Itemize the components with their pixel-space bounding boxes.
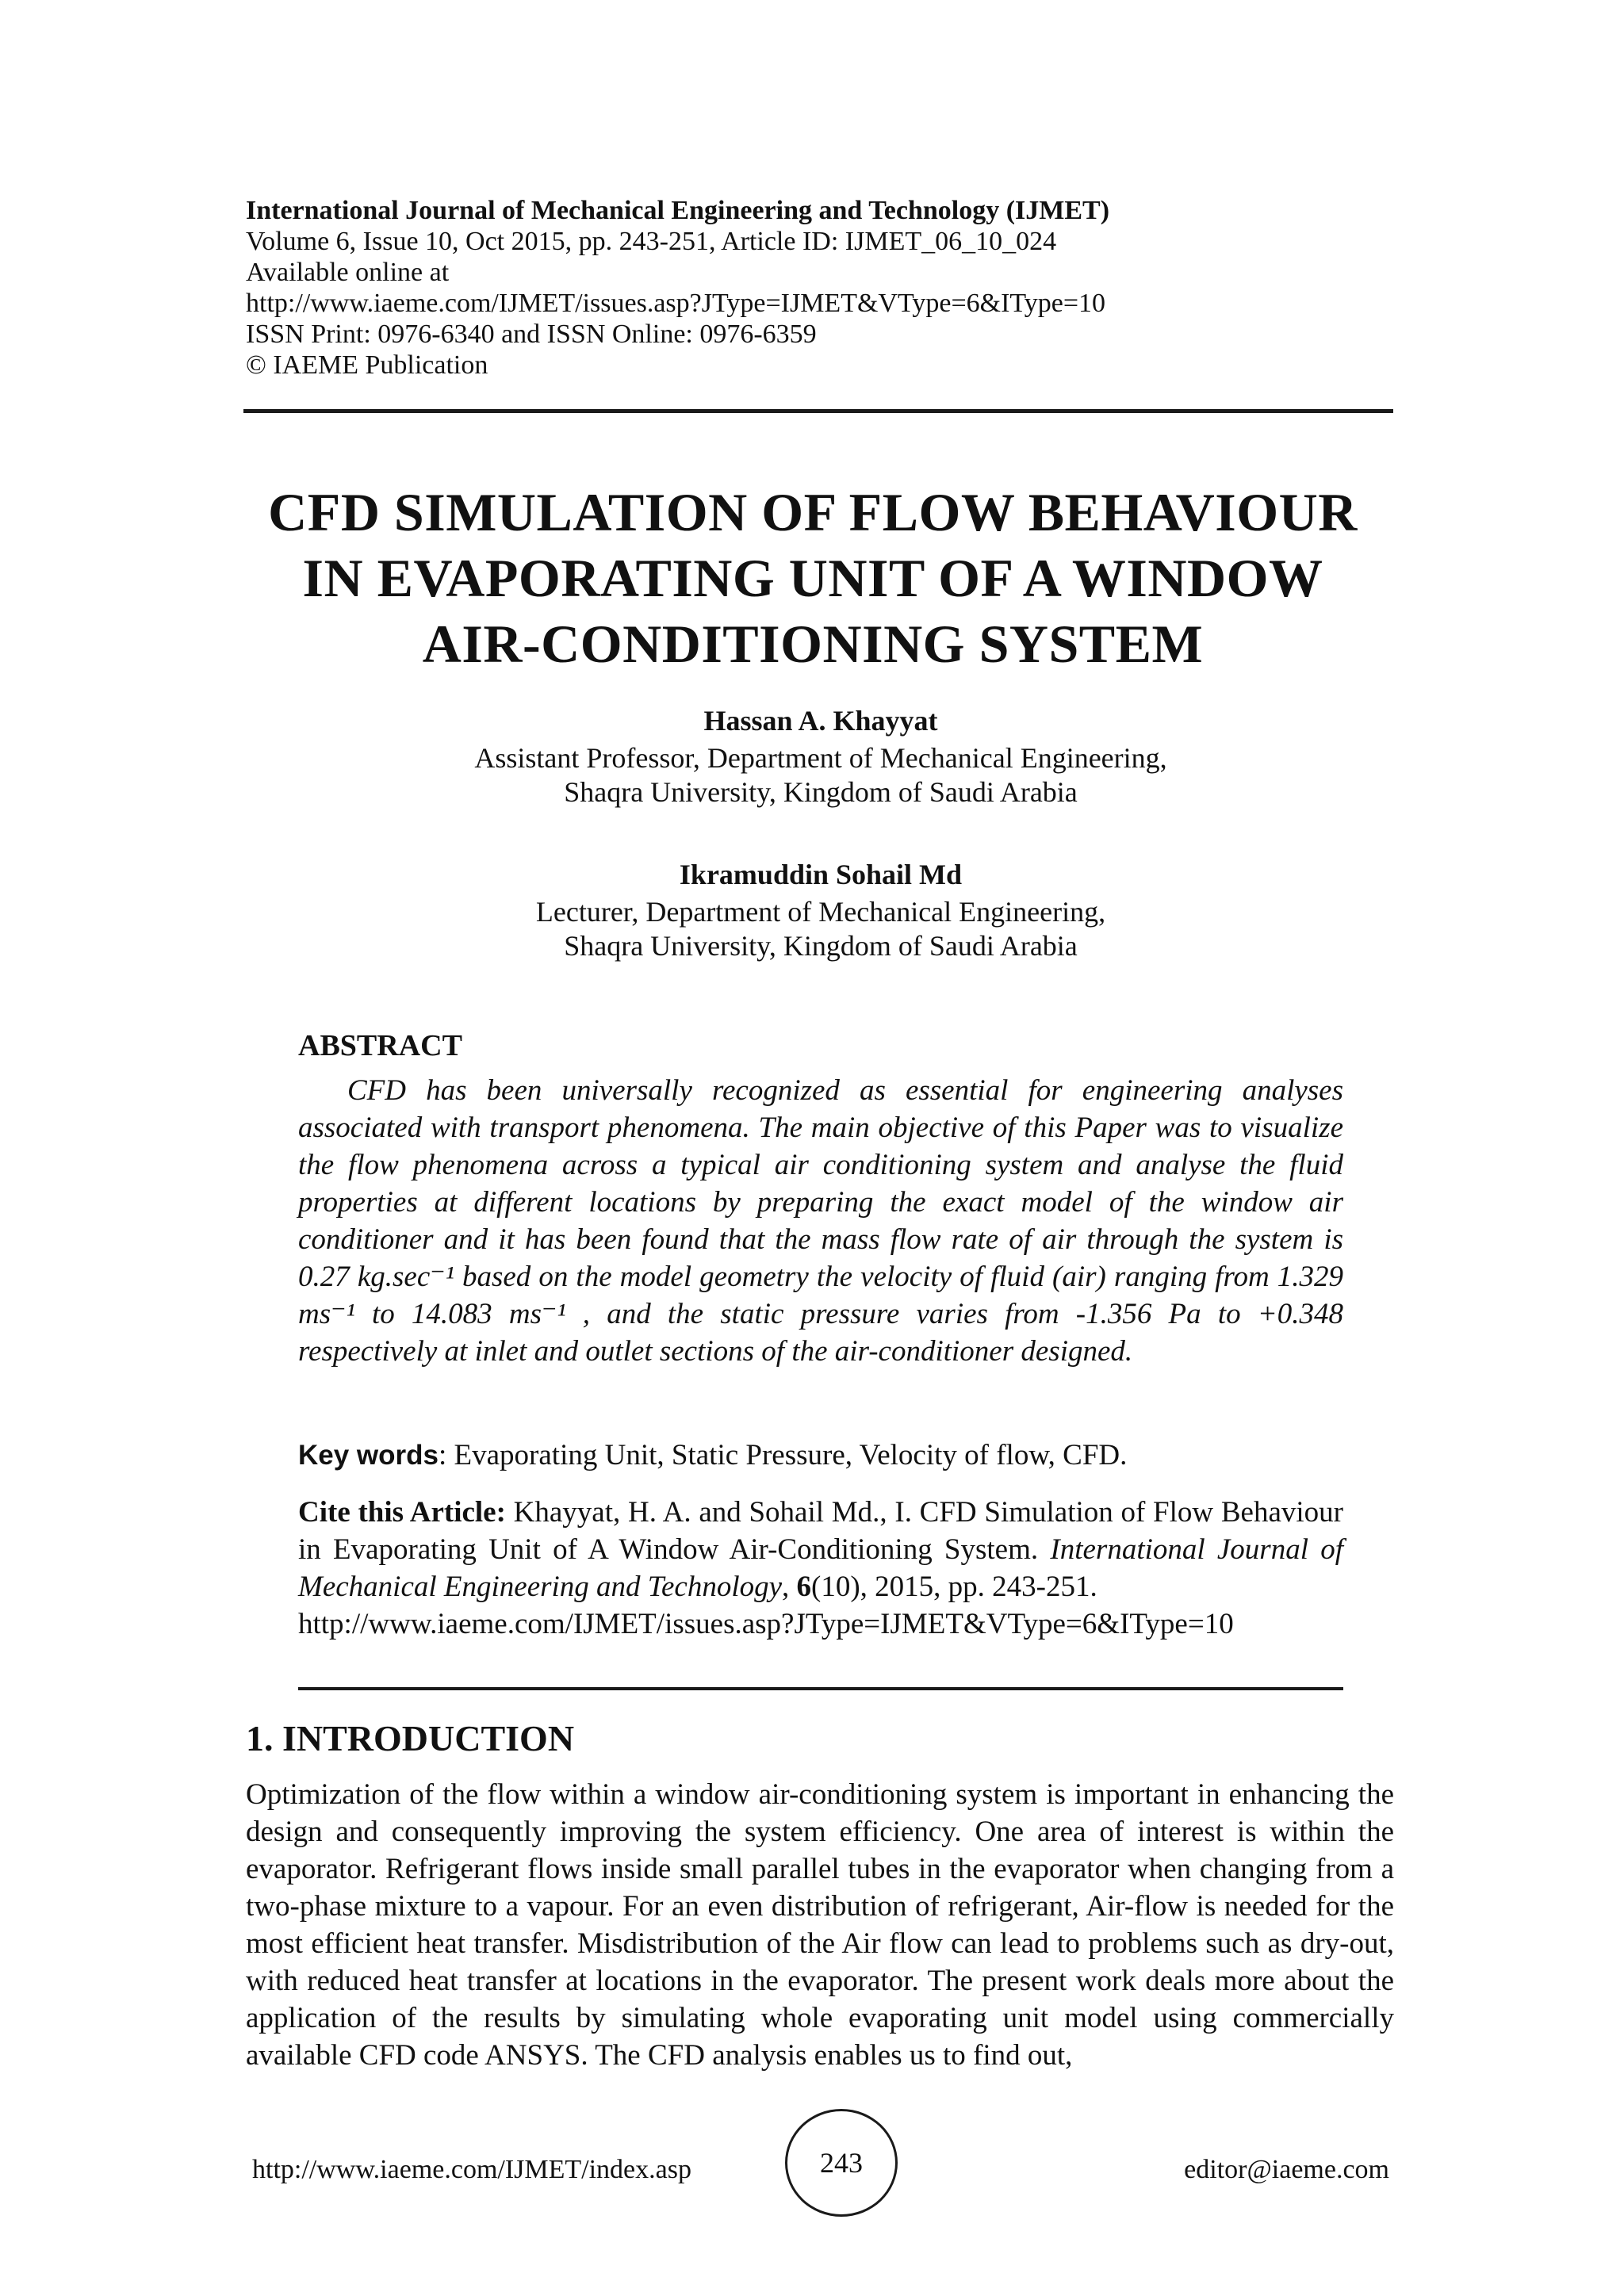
author-name: Ikramuddin Sohail Md	[679, 859, 963, 890]
citation-divider	[298, 1687, 1343, 1690]
citation-label: Cite this Article:	[298, 1496, 506, 1529]
page-number-label: 243	[820, 2147, 863, 2179]
title-line-1: CFD SIMULATION OF FLOW BEHAVIOUR	[268, 482, 1358, 542]
citation-text: Khayyat, H. A. and Sohail Md., I. CFD Simulation of Flow Behaviour in Evaporating Unit of A Window Air-Conditioning System.	[298, 1496, 1343, 1566]
keywords-text: : Evaporating Unit, Static Pressure, Velocity of flow, CFD.	[439, 1439, 1128, 1471]
journal-name: International Journal of Mechanical Engineering and Technology (IJMET)	[246, 196, 1110, 225]
page-number	[785, 2109, 898, 2217]
keywords-label: Key words	[298, 1440, 439, 1471]
abstract-heading: ABSTRACT	[298, 1029, 462, 1062]
volume-line: Volume 6, Issue 10, Oct 2015, pp. 243-251, Article ID: IJMET_06_10_024	[246, 227, 1057, 256]
title-line-2: IN EVAPORATING UNIT OF A WINDOW	[302, 548, 1323, 608]
publisher-line: © IAEME Publication	[246, 350, 488, 380]
citation-comma: ,	[782, 1571, 790, 1603]
citation-url[interactable]: http://www.iaeme.com/IJMET/issues.asp?JType=IJMET&VType=6&IType=10	[298, 1608, 1234, 1640]
citation	[298, 1494, 1343, 1643]
citation-volume: 6	[796, 1571, 812, 1603]
unit-velocity: ms⁻¹	[298, 1298, 355, 1330]
issn-line: ISSN Print: 0976-6340 and ISSN Online: 0976-6359	[246, 320, 817, 349]
available-line: Available online at	[246, 258, 450, 287]
journal-header	[246, 195, 1396, 381]
section-heading-introduction: 1. INTRODUCTION	[246, 1718, 575, 1758]
unit-velocity: ms⁻¹	[508, 1298, 566, 1330]
author-affiliation: Assistant Professor, Department of Mechanical Engineering,	[474, 742, 1167, 774]
paper-title	[206, 480, 1419, 677]
footer-url[interactable]: http://www.iaeme.com/IJMET/index.asp	[252, 2155, 691, 2184]
unit-mass-flow: kg.sec⁻¹	[357, 1261, 454, 1293]
author-affiliation: Shaqra University, Kingdom of Saudi Arabia	[564, 930, 1078, 962]
abstract-text-part: based on the model geometry the velocity of fluid (air) ranging from 1.329	[462, 1261, 1344, 1293]
abstract-text-part: to 14.083	[371, 1298, 492, 1330]
abstract-text	[298, 1072, 1343, 1370]
author-affiliation: Shaqra University, Kingdom of Saudi Arabia	[564, 776, 1078, 808]
footer-email[interactable]: editor@iaeme.com	[1184, 2155, 1389, 2184]
abstract-text-part: , and the static pressure varies from -1.356 Pa to +0.348 respectively at inlet and outlet sections of the air-conditioner designed.	[298, 1298, 1344, 1368]
header-divider	[243, 409, 1393, 413]
author-block-2	[246, 858, 1396, 963]
author-name: Hassan A. Khayyat	[703, 705, 938, 737]
citation-journal: International Journal of Mechanical Engineering and Technology	[298, 1533, 1344, 1603]
abstract-text-part: CFD has been universally recognized as essential for engineering analyses associated with transport phenomena. The main objective of this Paper was to visualize the flow phenomena across a typical air conditioning system and analyse the fluid properties at different locations by preparing the exact model of the window air conditioner and it has been found that the mass flow rate of air through the system is 0.27	[298, 1074, 1343, 1293]
keywords	[298, 1437, 1343, 1474]
introduction-text: Optimization of the flow within a window air-conditioning system is important in enhancing the design and consequently improving the system efficiency. One area of interest is within the evaporator. Refrigerant flows inside small parallel tubes in the evaporator when changing from a two-phase mixture to a vapour. For an even distribution of refrigerant, Air-flow is needed for the most efficient heat transfer. Misdistribution of the Air flow can lead to problems such as dry-out, with reduced heat transfer at locations in the evaporator. The present work deals more about the application of the results by simulating whole evaporating unit model using commercially available CFD code ANSYS. The CFD analysis enables us to find out,	[246, 1778, 1394, 2072]
author-block-1	[246, 704, 1396, 809]
author-affiliation: Lecturer, Department of Mechanical Engineering,	[535, 896, 1106, 928]
title-line-3: AIR-CONDITIONING SYSTEM	[422, 614, 1204, 674]
citation-text: (10), 2015, pp. 243-251.	[811, 1571, 1097, 1603]
issue-url[interactable]: http://www.iaeme.com/IJMET/issues.asp?JType=IJMET&VType=6&IType=10	[246, 289, 1106, 318]
